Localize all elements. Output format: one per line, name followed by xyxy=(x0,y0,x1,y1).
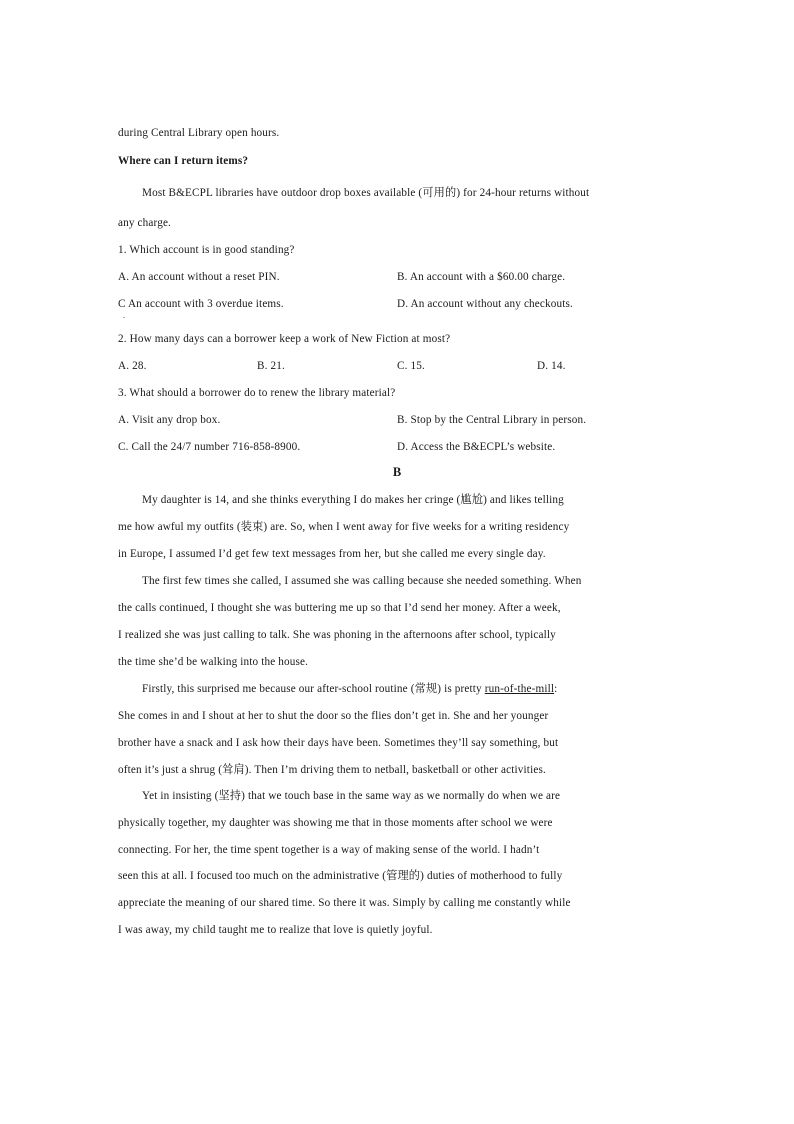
q1-option-c: C An account with 3 overdue items. xyxy=(118,298,284,310)
q3-option-b: B. Stop by the Central Library in person. xyxy=(397,414,587,426)
question-3-stem: 3. What should a borrower do to renew the library material? xyxy=(118,387,396,399)
q2-option-c: C. 15. xyxy=(397,360,425,372)
q2-option-a: A. 28. xyxy=(118,360,147,372)
q2-option-b: B. 21. xyxy=(257,360,285,372)
passage-a-continuation: during Central Library open hours. xyxy=(118,127,280,139)
paragraph-line: I was away, my child taught me to realize that love is quietly joyful. xyxy=(118,924,433,936)
paragraph-line xyxy=(142,682,557,696)
question-2-stem: 2. How many days can a borrower keep a work of New Fiction at most? xyxy=(118,333,451,345)
paragraph-line: She comes in and I shout at her to shut the door so the flies don’t get in. She and her younger xyxy=(118,710,549,722)
q3-option-d: D. Access the B&ECPL’s website. xyxy=(397,441,556,453)
paragraph-line: the time she’d be walking into the house. xyxy=(118,656,309,668)
stray-dot: . xyxy=(123,311,125,320)
paragraph-line: appreciate the meaning of our shared time. So there it was. Simply by calling me constantly while xyxy=(118,897,571,909)
passage-b-heading: B xyxy=(392,465,402,479)
q1-option-d: D. An account without any checkouts. xyxy=(397,298,573,310)
paragraph-line: physically together, my daughter was showing me that in those moments after school we were xyxy=(118,817,553,829)
p3-text: Firstly, this surprised me because our after-school routine (常规) is pretty xyxy=(142,683,485,695)
return-paragraph-line: Most B&ECPL libraries have outdoor drop boxes available (可用的) for 24-hour returns without xyxy=(142,187,590,199)
paragraph-line: the calls continued, I thought she was buttering me up so that I’d send her money. After a week, xyxy=(118,602,561,614)
q1-option-b: B. An account with a $60.00 charge. xyxy=(397,271,566,283)
paragraph-line: My daughter is 14, and she thinks everything I do makes her cringe (尴尬) and likes telling xyxy=(142,494,564,506)
paragraph-line: Yet in insisting (坚持) that we touch base in the same way as we normally do when we are xyxy=(142,790,561,802)
question-1-stem: 1. Which account is in good standing? xyxy=(118,244,295,256)
return-paragraph-line: any charge. xyxy=(118,217,172,229)
q3-option-c: C. Call the 24/7 number 716-858-8900. xyxy=(118,441,301,453)
paragraph-line: me how awful my outfits (装束) are. So, when I went away for five weeks for a writing residency xyxy=(118,521,570,533)
q2-option-d: D. 14. xyxy=(537,360,566,372)
paragraph-line: The first few times she called, I assumed she was calling because she needed something. When xyxy=(142,575,582,587)
paragraph-line: brother have a snack and I ask how their days have been. Sometimes they’ll say something, but xyxy=(118,737,559,749)
p3-colon: : xyxy=(554,683,558,695)
return-heading: Where can I return items? xyxy=(118,155,249,167)
paragraph-line: often it’s just a shrug (耸肩). Then I’m driving them to netball, basketball or other activities. xyxy=(118,764,546,776)
paragraph-line: in Europe, I assumed I’d get few text messages from her, but she called me every single day. xyxy=(118,548,546,560)
paragraph-line: I realized she was just calling to talk. She was phoning in the afternoons after school, typically xyxy=(118,629,556,641)
underlined-phrase: run-of-the-mill xyxy=(484,683,555,695)
paragraph-line: seen this at all. I focused too much on the administrative (管理的) duties of motherhood to fully xyxy=(118,870,563,882)
paragraph-line: connecting. For her, the time spent together is a way of making sense of the world. I hadn’t xyxy=(118,844,540,856)
q3-option-a: A. Visit any drop box. xyxy=(118,414,221,426)
q1-option-a: A. An account without a reset PIN. xyxy=(118,271,280,283)
